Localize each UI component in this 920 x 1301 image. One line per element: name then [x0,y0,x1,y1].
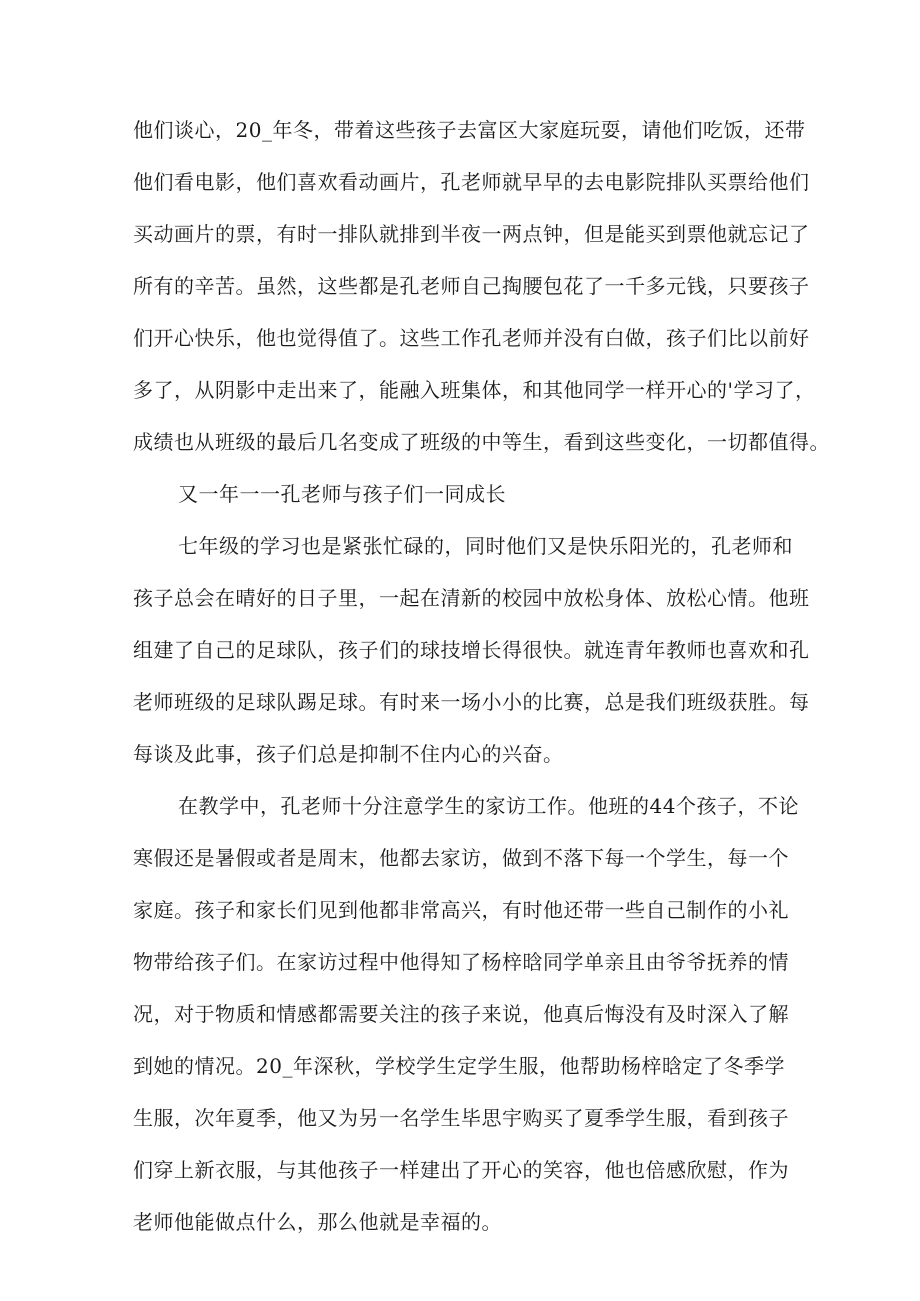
text-line: 在教学中，孔老师十分注意学生的家访工作。他班的44个孩子，不论 [178,794,799,818]
text-line: 他们谈心，20_年冬，带着这些孩子去富区大家庭玩耍，请他们吃饭，还带 [133,118,806,142]
text-line: 家庭。孩子和家长们见到他都非常高兴，有时他还带一些自己制作的小礼 [133,898,789,922]
text-line: 们开心快乐，他也觉得值了。这些工作孔老师并没有白做，孩子们比以前好 [133,326,810,350]
section-heading: 又一年一一孔老师与孩子们一同成长 [178,482,506,506]
text-line: 老师他能做点什么，那么他就是幸福的。 [133,1210,502,1234]
text-line: 况，对于物质和情感都需要关注的孩子来说，他真后悔没有及时深入了解 [133,1002,789,1026]
text-line: 多了，从阴影中走出来了，能融入班集体，和其他同学一样开心的'学习了， [133,378,816,402]
text-line: 生服，次年夏季，他又为另一名学生毕思宇购买了夏季学生服，看到孩子 [133,1106,789,1130]
text-line: 七年级的学习也是紧张忙碌的，同时他们又是快乐阳光的，孔老师和 [178,534,793,558]
text-line: 成绩也从班级的最后几名变成了班级的中等生，看到这些变化，一切都值得。 [133,430,830,454]
text-line: 买动画片的票，有时一排队就排到半夜一两点钟，但是能买到票他就忘记了 [133,222,810,246]
text-line: 每谈及此事，孩子们总是抑制不住内心的兴奋。 [133,742,564,766]
text-line: 寒假还是暑假或者是周末，他都去家访，做到不落下每一个学生，每一个 [133,846,789,870]
text-line: 孩子总会在晴好的日子里，一起在清新的校园中放松身体、放松心情。他班 [133,586,810,610]
text-line: 所有的辛苦。虽然，这些都是孔老师自己掏腰包花了一千多元钱，只要孩子 [133,274,810,298]
text-line: 到她的情况。20_年深秋，学校学生定学生服，他帮助杨梓晗定了冬季学 [133,1054,785,1078]
text-line: 组建了自己的足球队，孩子们的球技增长得很快。就连青年教师也喜欢和孔 [133,638,810,662]
text-line: 们穿上新衣服，与其他孩子一样建出了开心的笑容，他也倍感欣慰，作为 [133,1158,789,1182]
text-line: 他们看电影，他们喜欢看动画片，孔老师就早早的去电影院排队买票给他们 [133,170,810,194]
text-line: 老师班级的足球队踢足球。有时来一场小小的比赛，总是我们班级获胜。每 [133,690,810,714]
text-line: 物带给孩子们。在家访过程中他得知了杨梓晗同学单亲且由爷爷抚养的情 [133,950,789,974]
